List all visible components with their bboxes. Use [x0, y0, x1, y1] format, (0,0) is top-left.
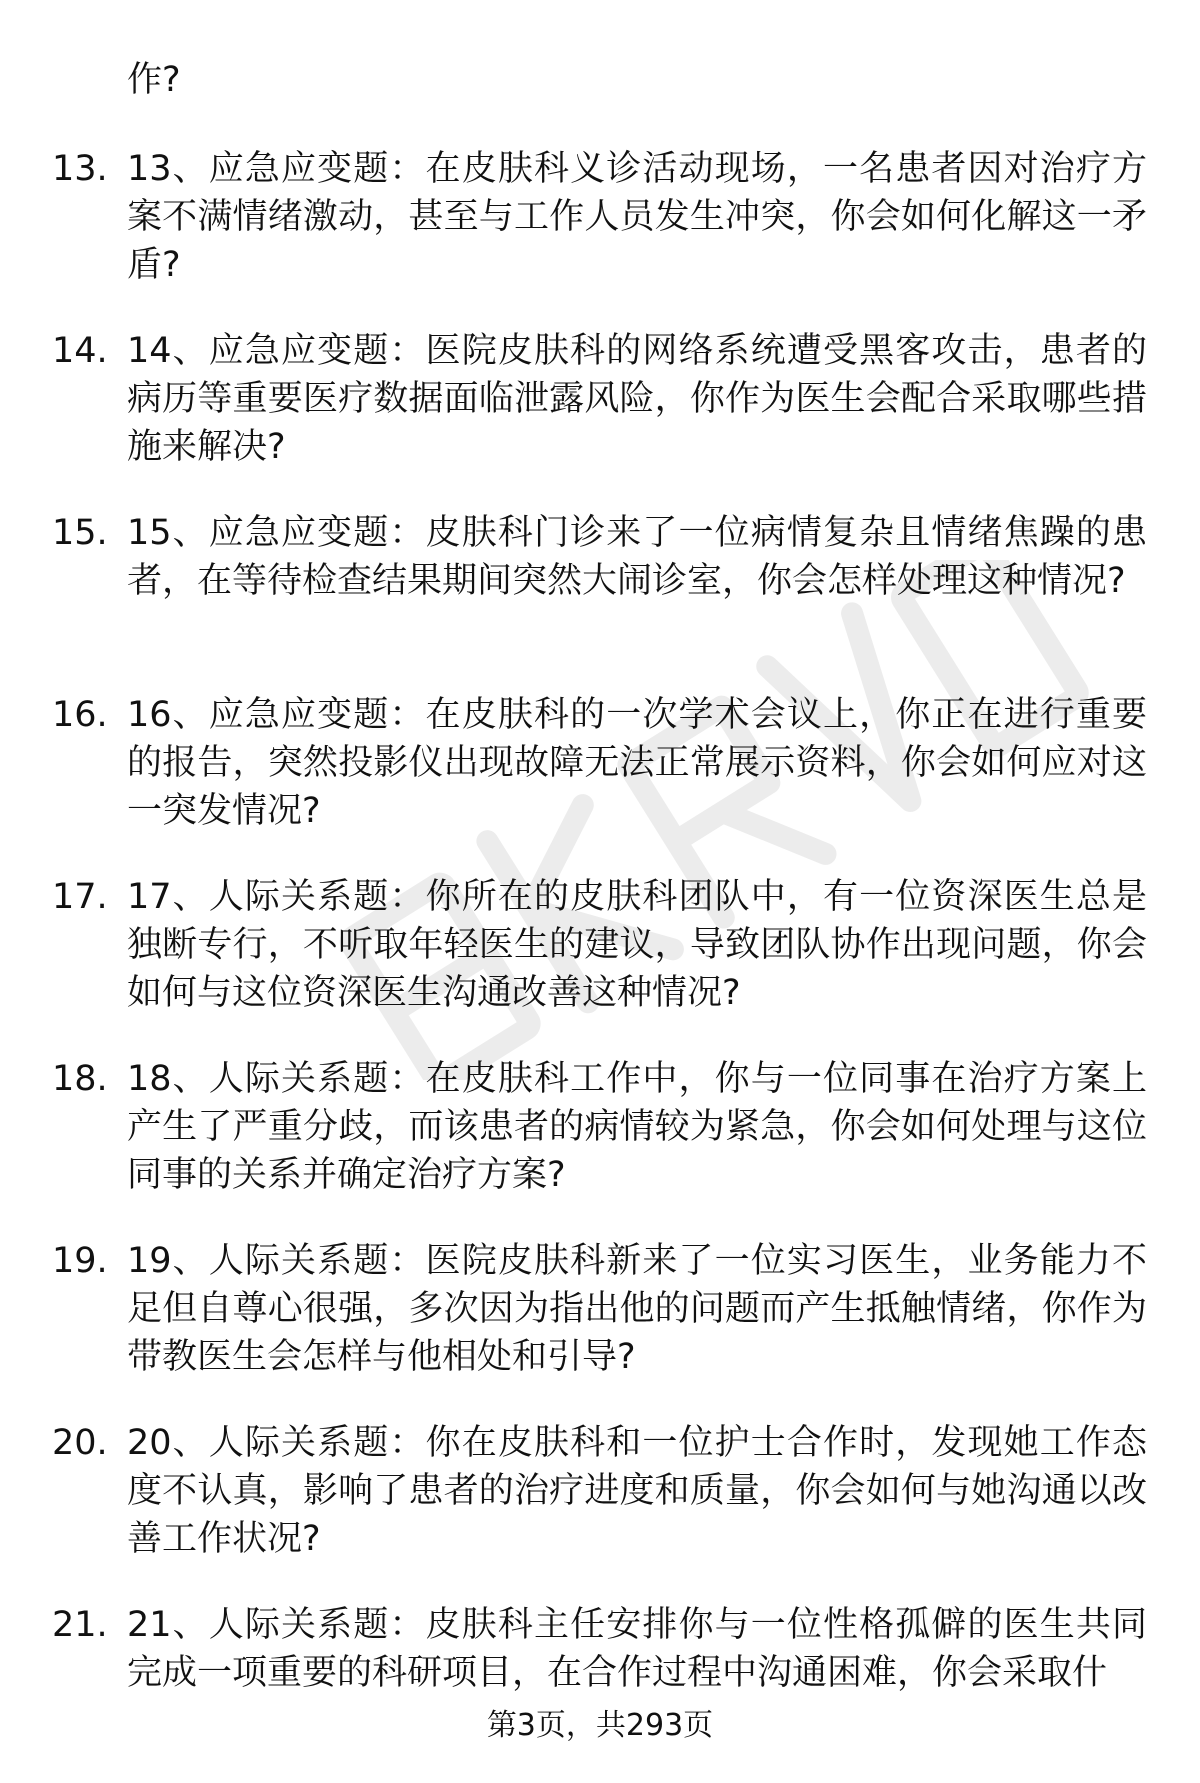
item-number: 14.: [52, 331, 108, 371]
list-item: [0, 691, 1200, 873]
item-number: 20.: [52, 1423, 108, 1463]
list-item: [0, 1237, 1200, 1419]
item-text: 13、应急应变题：在皮肤科义诊活动现场，一名患者因对治疗方案不满情绪激动，甚至与工作人员发生冲突，你会如何化解这一矛盾?: [127, 149, 1147, 285]
item-text: 17、人际关系题：你所在的皮肤科团队中，有一位资深医生总是独断专行，不听取年轻医生的建议，导致团队协作出现问题，你会如何与这位资深医生沟通改善这种情况?: [127, 877, 1147, 1013]
item-text: 15、应急应变题：皮肤科门诊来了一位病情复杂且情绪焦躁的患者，在等待检查结果期间突然大闹诊室，你会怎样处理这种情况?: [127, 513, 1147, 601]
item-number: 15.: [52, 513, 108, 553]
list-item: [0, 1055, 1200, 1237]
list-item: [0, 327, 1200, 509]
item-text: 18、人际关系题：在皮肤科工作中，你与一位同事在治疗方案上产生了严重分歧，而该患者的病情较为紧急，你会如何处理与这位同事的关系并确定治疗方案?: [127, 1059, 1147, 1195]
question-list: [0, 145, 1200, 1783]
item-text: 21、人际关系题：皮肤科主任安排你与一位性格孤僻的医生共同完成一项重要的科研项目，在合作过程中沟通困难，你会采取什: [127, 1605, 1147, 1693]
item-text: 19、人际关系题：医院皮肤科新来了一位实习医生，业务能力不足但自尊心很强，多次因为指出他的问题而产生抵触情绪，你作为带教医生会怎样与他相处和引导?: [127, 1241, 1147, 1377]
page-number-label: 第3页，共293页: [486, 1708, 714, 1743]
list-item: [0, 873, 1200, 1055]
list-item: [0, 145, 1200, 327]
item-number: 18.: [52, 1059, 108, 1099]
page-footer: [0, 1706, 1200, 1746]
item-number: 16.: [52, 695, 108, 735]
continued-text: 作?: [127, 60, 181, 100]
item-text: 16、应急应变题：在皮肤科的一次学术会议上，你正在进行重要的报告，突然投影仪出现故障无法正常展示资料，你会如何应对这一突发情况?: [127, 695, 1147, 831]
item-number: 21.: [52, 1605, 108, 1645]
item-text: 14、应急应变题：医院皮肤科的网络系统遭受黑客攻击，患者的病历等重要医疗数据面临泄露风险，你作为医生会配合采取哪些措施来解决?: [127, 331, 1147, 467]
item-number: 19.: [52, 1241, 108, 1281]
item-text: 20、人际关系题：你在皮肤科和一位护士合作时，发现她工作态度不认真，影响了患者的治疗进度和质量，你会如何与她沟通以改善工作状况?: [127, 1423, 1147, 1559]
list-item: [0, 509, 1200, 691]
list-item: [0, 1419, 1200, 1601]
list-item: [0, 1601, 1200, 1783]
item-number: 13.: [52, 149, 108, 189]
item-number: 17.: [52, 877, 108, 917]
